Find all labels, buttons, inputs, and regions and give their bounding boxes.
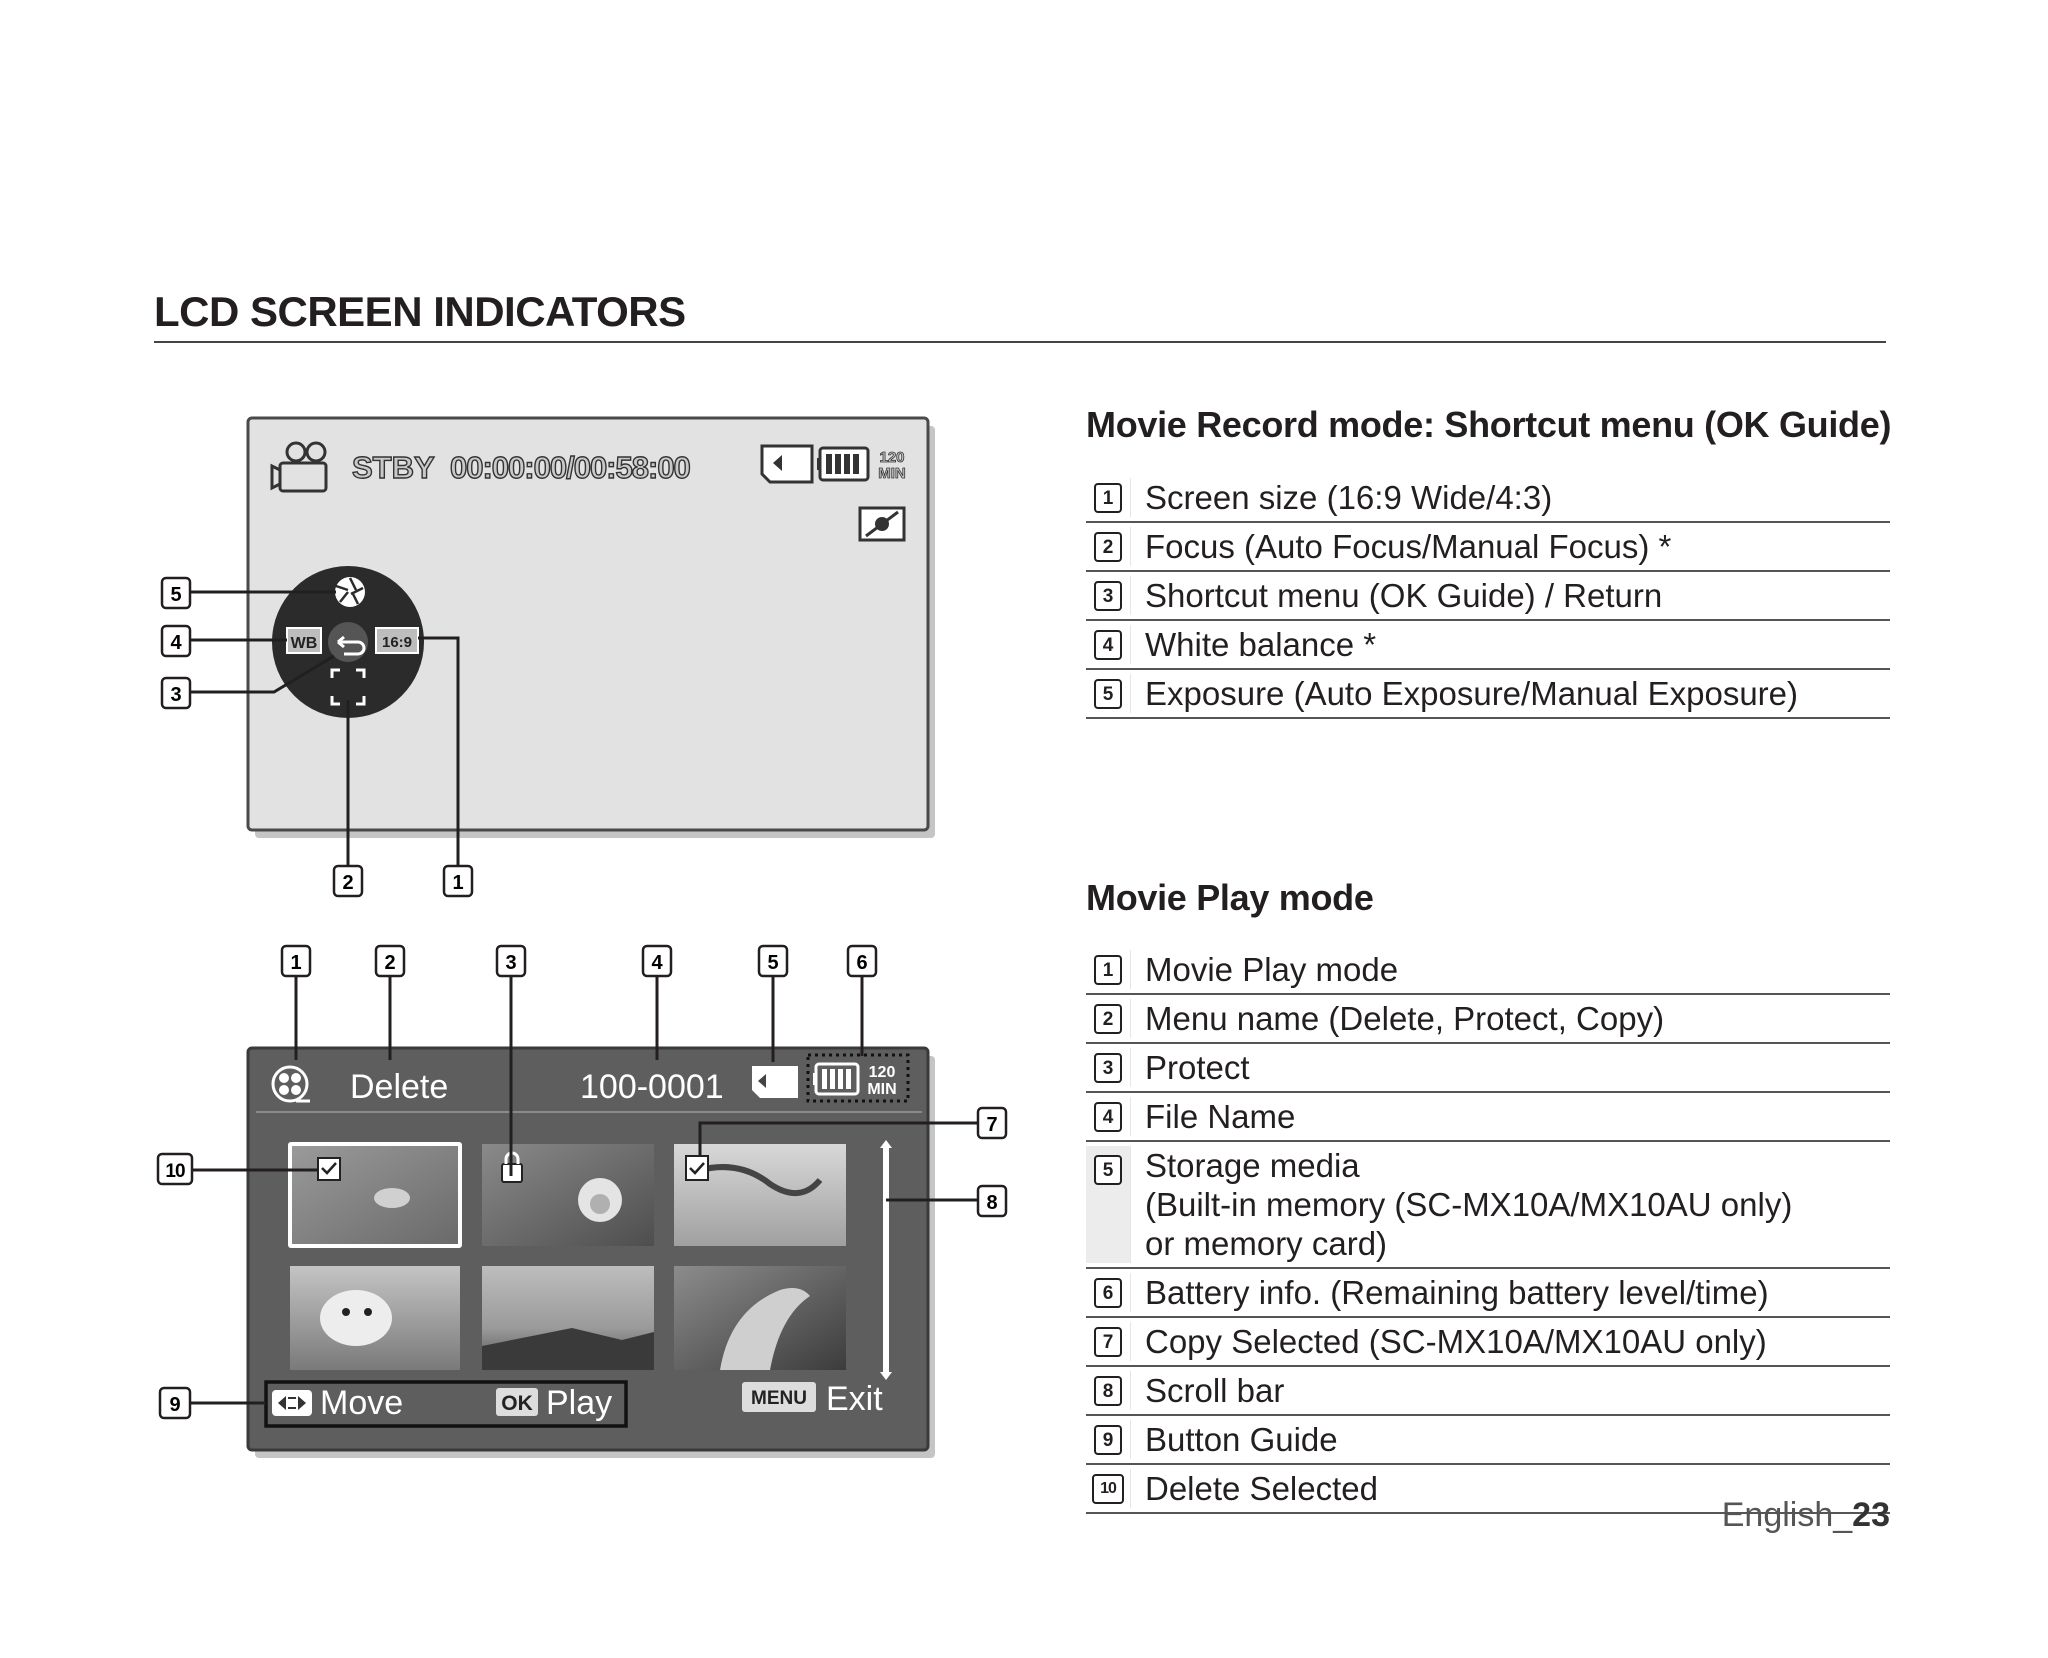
play-callout-7 (978, 1108, 1006, 1138)
storage-media-icon (752, 1066, 798, 1098)
svg-text:6: 6 (856, 952, 868, 974)
legend-text: Protect (1130, 1048, 1890, 1087)
svg-text:MIN: MIN (867, 1081, 897, 1098)
legend-number: 5 (1094, 1155, 1122, 1185)
record-status: STBY (352, 450, 435, 485)
svg-text:7: 7 (986, 1114, 998, 1136)
page-title: LCD SCREEN INDICATORS (154, 288, 686, 335)
legend-text: Focus (Auto Focus/Manual Focus) * (1130, 527, 1890, 566)
menu-key-label: MENU (751, 1388, 807, 1409)
record-battery-time: 120 (879, 449, 905, 466)
exposure-icon (335, 577, 365, 607)
record-timecode: 00:00:00/00:58:00 (450, 450, 690, 485)
legend-text: Shortcut menu (OK Guide) / Return (1130, 576, 1890, 615)
guide-move: Move (320, 1384, 404, 1422)
svg-text:16:9: 16:9 (381, 634, 413, 651)
svg-text:2: 2 (384, 952, 396, 974)
record-callout-5 (162, 578, 190, 608)
file-name: 100-0001 (580, 1068, 724, 1106)
svg-text:4: 4 (651, 952, 663, 974)
svg-text:2: 2 (342, 872, 354, 894)
legend-item (1086, 572, 1890, 621)
play-callout-2 (376, 946, 404, 976)
record-callout-4 (162, 626, 190, 656)
legend-text: Battery info. (Remaining battery level/time) (1130, 1273, 1890, 1312)
legend-text: Storage media (Built-in memory (SC-MX10A/MX10AU only) or memory card) (1130, 1146, 1890, 1263)
footer-language: English_ (1721, 1496, 1853, 1534)
legend-number: 1 (1094, 955, 1122, 985)
legend-number: 9 (1094, 1425, 1122, 1455)
play-mode-screen (190, 976, 978, 1458)
svg-text:9: 9 (169, 1394, 181, 1416)
legend-item (1086, 995, 1890, 1044)
legend-item (1086, 946, 1890, 995)
legend-item (1086, 1142, 1890, 1269)
legend-number: 4 (1094, 630, 1122, 660)
legend-item (1086, 1093, 1890, 1142)
legend-item (1086, 1367, 1890, 1416)
page-number: 23 (1852, 1496, 1890, 1534)
ok-guide-menu (272, 566, 424, 718)
play-callout-8 (978, 1186, 1006, 1216)
svg-text:WB: WB (290, 635, 318, 652)
play-callout-9 (160, 1388, 190, 1418)
play-callout-6 (848, 946, 876, 976)
thumbnail[interactable] (482, 1144, 654, 1246)
legend-text: Movie Play mode (1130, 950, 1890, 989)
page-footer (1722, 1496, 1890, 1535)
record-callout-2 (334, 866, 362, 896)
record-callout-1 (444, 866, 472, 896)
play-section-heading: Movie Play mode (1086, 877, 1374, 918)
svg-text:3: 3 (505, 952, 517, 974)
svg-text:3: 3 (170, 684, 182, 706)
legend-number: 1 (1094, 483, 1122, 513)
svg-text:1: 1 (452, 872, 464, 894)
record-section-heading: Movie Record mode: Shortcut menu (OK Guide) (1086, 404, 1892, 445)
svg-text:4: 4 (170, 632, 182, 654)
legend-number: 6 (1094, 1278, 1122, 1308)
legend-item (1086, 621, 1890, 670)
legend-text: Menu name (Delete, Protect, Copy) (1130, 999, 1890, 1038)
legend-text: Button Guide (1130, 1420, 1890, 1459)
legend-number: 7 (1094, 1327, 1122, 1357)
legend-number: 2 (1094, 532, 1122, 562)
guide-exit: Exit (826, 1380, 883, 1418)
delete-selected-icon (318, 1158, 340, 1180)
svg-text:8: 8 (986, 1192, 998, 1214)
copy-selected-icon (686, 1156, 708, 1180)
svg-text:1: 1 (290, 952, 302, 974)
legend-item (1086, 474, 1890, 523)
legend-number: 3 (1094, 581, 1122, 611)
play-callout-1 (282, 946, 310, 976)
memory-card-icon (762, 446, 812, 482)
record-callout-3 (162, 678, 190, 708)
legend-item (1086, 670, 1890, 719)
record-mode-screen (190, 418, 935, 866)
legend-number: 8 (1094, 1376, 1122, 1406)
battery-icon (817, 448, 868, 480)
legend-text: Exposure (Auto Exposure/Manual Exposure) (1130, 674, 1890, 713)
legend-number: 4 (1094, 1102, 1122, 1132)
legend-text: Delete Selected (1130, 1469, 1890, 1508)
play-legend (1086, 946, 1890, 1514)
legend-text: White balance * (1130, 625, 1890, 664)
legend-item (1086, 1318, 1890, 1367)
legend-number: 3 (1094, 1053, 1122, 1083)
legend-text: Scroll bar (1130, 1371, 1890, 1410)
play-callout-4 (643, 946, 671, 976)
ok-key-label: OK (501, 1392, 533, 1415)
guide-play: Play (546, 1384, 613, 1422)
legend-item (1086, 1269, 1890, 1318)
svg-text:10: 10 (165, 1161, 185, 1182)
legend-number: 5 (1094, 679, 1122, 709)
play-callout-10 (158, 1154, 192, 1184)
legend-item (1086, 1416, 1890, 1465)
svg-text:120: 120 (868, 1064, 896, 1081)
legend-number: 2 (1094, 1004, 1122, 1034)
play-callout-5 (759, 946, 787, 976)
legend-item (1086, 1044, 1890, 1093)
record-battery-unit: MIN (878, 465, 906, 482)
legend-text: Copy Selected (SC-MX10A/MX10AU only) (1130, 1322, 1890, 1361)
legend-text: Screen size (16:9 Wide/4:3) (1130, 478, 1890, 517)
record-legend (1086, 474, 1890, 719)
play-callout-3 (497, 946, 525, 976)
menu-name: Delete (350, 1068, 449, 1106)
legend-item (1086, 523, 1890, 572)
legend-number: 10 (1092, 1474, 1124, 1504)
backlight-icon (860, 508, 904, 540)
legend-text: File Name (1130, 1097, 1890, 1136)
svg-text:5: 5 (170, 584, 182, 606)
svg-text:5: 5 (767, 952, 779, 974)
